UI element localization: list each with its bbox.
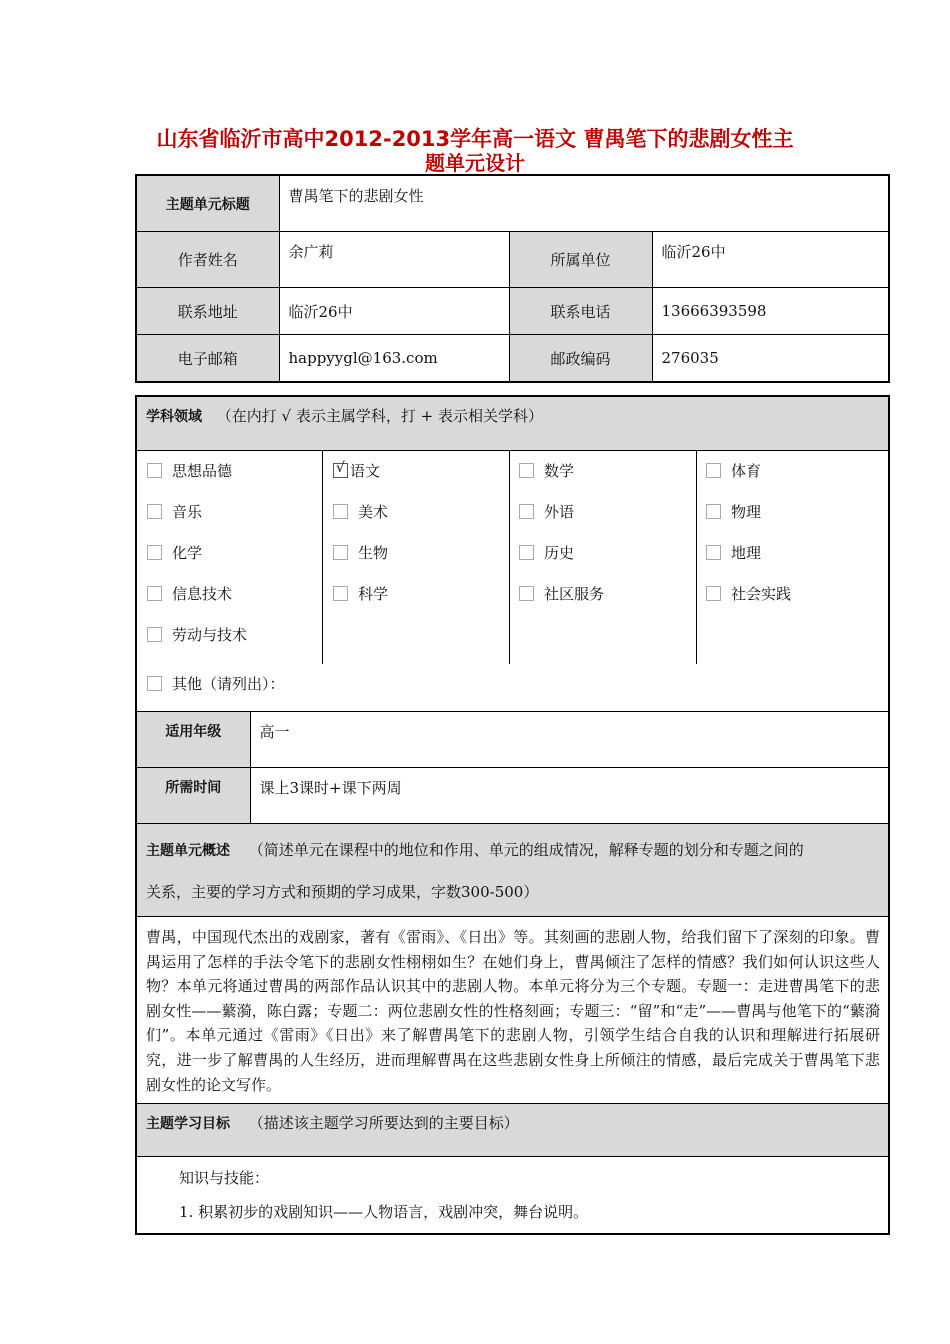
column-divider: [322, 451, 323, 664]
overview-note: （简述单元在课程中的地位和作用、单元的组成情况，解释专题的划分和专题之间的: [248, 841, 804, 859]
subject-item-other[interactable]: 其他（请列出）：: [147, 664, 285, 705]
checkbox[interactable]: [147, 586, 162, 601]
overview-text: 曹禺，中国现代杰出的戏剧家，著有《雷雨》、《日出》等。其刻画的悲剧人物，给我们留下了深刻的印象。曹禺运用了怎样的手法令笔下的悲剧女性栩栩如生？在她们身上，曹禺倾注了怎样的情感？我们如何认识这些人物？本单元将通过曹禺的两部作品认识其中的悲剧人物。本单元将分为三个专题。专题一：走进曹禺笔下的悲剧女性——蘩漪，陈白露；专题二：两位悲剧女性的性格刻画；专题三：“留”和“走”——曹禺与他笔下的“蘩漪们”。本单元通过《雷雨》《日出》来了解曹禺笔下的悲剧人物，引领学生结合自我的认识和理解进行拓展研究，进一步了解曹禺的人生经历，进而理解曹禺在这些悲剧女性身上所倾注的情感，最后完成关于曹禺笔下悲剧女性的论文写作。: [146, 928, 880, 1094]
checkbox[interactable]: [519, 463, 534, 478]
checkbox[interactable]: [147, 504, 162, 519]
subject-item[interactable]: 历史: [519, 533, 604, 574]
goals-item-1: 1. 积累初步的戏剧知识——人物语言，戏剧冲突，舞台说明。: [179, 1203, 589, 1222]
checkbox[interactable]: [333, 545, 348, 560]
checkbox[interactable]: [147, 627, 162, 642]
topic-value: 曹禺笔下的悲剧女性: [279, 175, 889, 232]
subject-header: [136, 396, 889, 451]
subject-item[interactable]: 科学: [333, 574, 388, 615]
subject-item[interactable]: 劳动与技术: [147, 615, 247, 656]
document-title-line1: 山东省临沂市高中2012-2013学年高一语文 曹禺笔下的悲剧女性主: [156, 127, 794, 151]
subject-item[interactable]: 社会实践: [706, 574, 791, 615]
author-value: 余广莉: [279, 232, 509, 288]
topic-label: 主题单元标题: [136, 175, 279, 232]
postcode-label: 邮政编码: [509, 335, 652, 383]
time-value: 课上3课时+课下两周: [250, 768, 889, 824]
subject-column-4: [706, 451, 791, 664]
email-value: happyygl@163.com: [279, 335, 509, 383]
overview-label: 主题单元概述: [146, 843, 230, 859]
postcode-value: 276035: [652, 335, 889, 383]
goals-header: [136, 1104, 889, 1157]
checkbox[interactable]: [147, 545, 162, 560]
email-label: 电子邮箱: [136, 335, 279, 383]
subject-column-3: [519, 451, 604, 664]
subject-column-2: [333, 451, 388, 664]
author-label: 作者姓名: [136, 232, 279, 288]
grade-value: 高一: [250, 712, 889, 768]
subject-item[interactable]: 外语: [519, 492, 604, 533]
phone-label: 联系电话: [509, 288, 652, 335]
checkbox[interactable]: [706, 463, 721, 478]
checkbox[interactable]: [519, 545, 534, 560]
unit-value: 临沂26中: [652, 232, 889, 288]
subject-item[interactable]: 生物: [333, 533, 388, 574]
checkbox[interactable]: [706, 504, 721, 519]
subject-item[interactable]: 体育: [706, 451, 791, 492]
subject-column-1: [147, 451, 247, 664]
subject-grid: [136, 451, 889, 712]
document-title-line2: 题单元设计: [425, 151, 525, 175]
column-divider: [509, 451, 510, 664]
goals-subheading: 知识与技能：: [179, 1169, 270, 1188]
subject-item[interactable]: 数学: [519, 451, 604, 492]
check-mark-icon: √: [336, 459, 345, 476]
unit-label: 所属单位: [509, 232, 652, 288]
subject-item[interactable]: 信息技术: [147, 574, 247, 615]
overview-body: [136, 917, 889, 1104]
subject-item[interactable]: 美术: [333, 492, 388, 533]
checkbox[interactable]: [519, 504, 534, 519]
subject-item[interactable]: 音乐: [147, 492, 247, 533]
goals-note: （描述该主题学习所要达到的主要目标）: [248, 1114, 519, 1133]
checkbox[interactable]: [706, 545, 721, 560]
subject-item-checked[interactable]: √ 语文: [333, 451, 388, 492]
subject-item[interactable]: 化学: [147, 533, 247, 574]
column-divider: [696, 451, 697, 664]
checkbox[interactable]: [333, 586, 348, 601]
address-label: 联系地址: [136, 288, 279, 335]
checkbox[interactable]: [147, 463, 162, 478]
checkbox[interactable]: [519, 586, 534, 601]
overview-note-2: 关系，主要的学习方式和预期的学习成果，字数300-500）: [146, 883, 539, 901]
checkbox[interactable]: [706, 586, 721, 601]
checked-checkbox[interactable]: [333, 459, 348, 478]
phone-value: 13666393598: [652, 288, 889, 335]
subject-header-label: 学科领域: [146, 409, 202, 425]
checkbox[interactable]: [333, 504, 348, 519]
grade-label: 适用年级: [136, 712, 250, 768]
subject-header-note: （在内打 √ 表示主属学科，打 + 表示相关学科）: [216, 407, 543, 425]
subject-item[interactable]: 地理: [706, 533, 791, 574]
goals-body: [136, 1157, 889, 1235]
time-label: 所需时间: [136, 768, 250, 824]
overview-header: [136, 824, 889, 917]
goals-label: 主题学习目标: [146, 1116, 230, 1133]
subject-table: [135, 395, 890, 1235]
subject-item[interactable]: 物理: [706, 492, 791, 533]
address-value: 临沂26中: [279, 288, 509, 335]
subject-item[interactable]: 思想品德: [147, 451, 247, 492]
checkbox[interactable]: [147, 676, 162, 691]
info-table: [135, 174, 890, 383]
subject-item[interactable]: 社区服务: [519, 574, 604, 615]
